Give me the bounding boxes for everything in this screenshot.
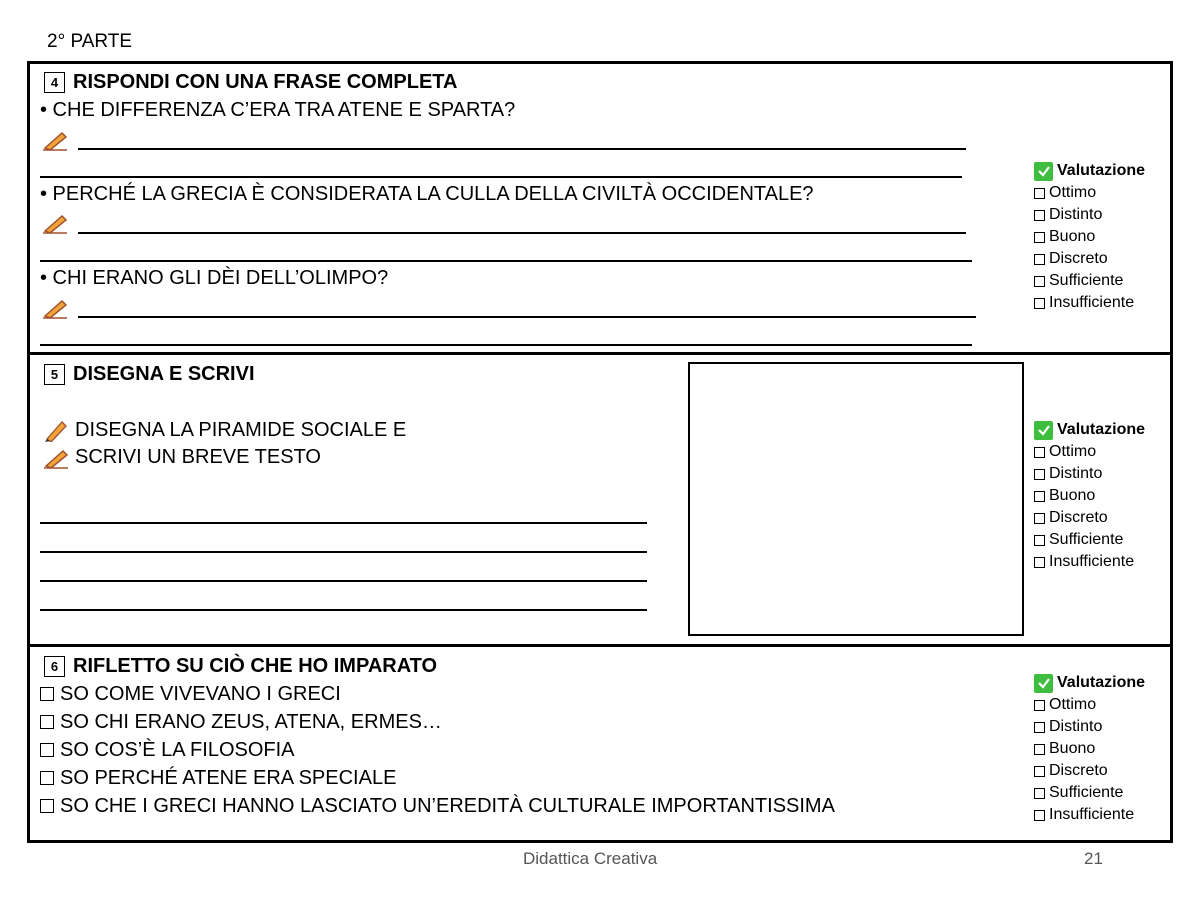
section-divider	[27, 644, 1173, 647]
rubric-option[interactable]	[1034, 760, 1174, 782]
item-label: SO PERCHÉ ATENE ERA SPECIALE	[60, 766, 397, 789]
checkbox[interactable]	[1034, 298, 1045, 309]
rubric-option-label: Discreto	[1049, 250, 1108, 267]
self-assessment-item[interactable]	[40, 708, 835, 736]
writing-line[interactable]	[40, 609, 647, 611]
instruction-text: DISEGNA LA PIRAMIDE SOCIALE E	[75, 418, 407, 441]
self-assessment-item[interactable]	[40, 764, 835, 792]
section-title: RISPONDI CON UNA FRASE COMPLETA	[73, 71, 458, 93]
rubric-option-label: Insufficiente	[1049, 553, 1135, 570]
rubric-option[interactable]	[1034, 694, 1174, 716]
rubric-option-label: Ottimo	[1049, 696, 1097, 713]
section-number: 6	[44, 656, 65, 677]
rubric-option-label: Buono	[1049, 228, 1096, 245]
rubric-option-label: Sufficiente	[1049, 272, 1124, 289]
rubric-header	[1034, 672, 1174, 694]
writing-hand-icon	[42, 212, 68, 234]
answer-line[interactable]	[40, 260, 972, 262]
rubric-header	[1034, 160, 1174, 182]
answer-line[interactable]	[78, 148, 966, 150]
checkbox[interactable]	[1034, 722, 1045, 733]
checkbox[interactable]	[40, 743, 54, 757]
rubric-option[interactable]	[1034, 529, 1174, 551]
part-label: 2° PARTE	[47, 31, 133, 52]
question-1: • CHE DIFFERENZA C’ERA TRA ATENE E SPARTA?	[40, 99, 516, 121]
self-assessment-item[interactable]	[40, 680, 835, 708]
pencil-icon	[43, 418, 69, 442]
answer-line[interactable]	[78, 232, 966, 234]
checkbox[interactable]	[1034, 254, 1045, 265]
checkbox[interactable]	[1034, 810, 1045, 821]
checkbox[interactable]	[1034, 447, 1045, 458]
rubric-option[interactable]	[1034, 738, 1174, 760]
drawing-area[interactable]	[688, 362, 1024, 636]
section-number: 5	[44, 364, 65, 385]
rubric-option[interactable]	[1034, 804, 1174, 826]
rubric-option-label: Discreto	[1049, 509, 1108, 526]
rubric-option[interactable]	[1034, 226, 1174, 248]
writing-line[interactable]	[40, 522, 647, 524]
rubric-option-label: Buono	[1049, 487, 1096, 504]
writing-line[interactable]	[40, 580, 647, 582]
rubric-option[interactable]	[1034, 463, 1174, 485]
writing-hand-icon	[43, 447, 69, 469]
rubric-option-label: Ottimo	[1049, 443, 1097, 460]
evaluation-rubric	[1034, 160, 1174, 314]
question-3: • CHI ERANO GLI DÈI DELL’OLIMPO?	[40, 267, 389, 289]
self-assessment-item[interactable]	[40, 792, 835, 820]
rubric-option-label: Sufficiente	[1049, 531, 1124, 548]
checkbox[interactable]	[40, 687, 54, 701]
footer-brand: Didattica Creativa	[523, 849, 658, 868]
rubric-option[interactable]	[1034, 204, 1174, 226]
checkbox[interactable]	[1034, 557, 1045, 568]
checkbox[interactable]	[1034, 766, 1045, 777]
draw-instruction	[43, 418, 406, 442]
rubric-option[interactable]	[1034, 270, 1174, 292]
rubric-title: Valutazione	[1057, 421, 1146, 438]
rubric-option-label: Insufficiente	[1049, 806, 1135, 823]
rubric-option[interactable]	[1034, 716, 1174, 738]
rubric-option[interactable]	[1034, 485, 1174, 507]
section-title: DISEGNA E SCRIVI	[73, 363, 255, 385]
item-label: SO CHI ERANO ZEUS, ATENA, ERMES…	[60, 710, 442, 733]
instruction-text: SCRIVI UN BREVE TESTO	[75, 446, 321, 468]
checkbox[interactable]	[1034, 744, 1045, 755]
rubric-option-label: Insufficiente	[1049, 294, 1135, 311]
rubric-option-label: Buono	[1049, 740, 1096, 757]
rubric-option-label: Discreto	[1049, 762, 1108, 779]
answer-line[interactable]	[40, 344, 972, 346]
rubric-option-label: Sufficiente	[1049, 784, 1124, 801]
section-5-header	[44, 363, 255, 386]
checkbox[interactable]	[1034, 469, 1045, 480]
checkbox[interactable]	[1034, 535, 1045, 546]
checkbox[interactable]	[1034, 788, 1045, 799]
checkbox[interactable]	[40, 715, 54, 729]
checkbox[interactable]	[1034, 210, 1045, 221]
item-label: SO COME VIVEVANO I GRECI	[60, 682, 341, 705]
check-mark-icon	[1034, 674, 1053, 693]
check-mark-icon	[1034, 162, 1053, 181]
writing-hand-icon	[42, 129, 68, 151]
section-number: 4	[44, 72, 65, 93]
section-title: RIFLETTO SU CIÒ CHE HO IMPARATO	[73, 655, 438, 677]
answer-line[interactable]	[40, 176, 962, 178]
rubric-option-label: Distinto	[1049, 465, 1103, 482]
checkbox[interactable]	[40, 799, 54, 813]
rubric-option[interactable]	[1034, 782, 1174, 804]
item-label: SO CHE I GRECI HANNO LASCIATO UN’EREDITÀ CULTURALE IMPORTANTISSIMA	[60, 794, 835, 817]
rubric-option[interactable]	[1034, 182, 1174, 204]
write-instruction	[43, 446, 321, 469]
checkbox[interactable]	[40, 771, 54, 785]
checkbox[interactable]	[1034, 491, 1045, 502]
checkbox[interactable]	[1034, 276, 1045, 287]
evaluation-rubric	[1034, 672, 1174, 826]
writing-hand-icon	[42, 297, 68, 319]
section-4-header	[44, 71, 457, 94]
rubric-option-label: Ottimo	[1049, 184, 1097, 201]
evaluation-rubric	[1034, 419, 1174, 573]
rubric-option[interactable]	[1034, 292, 1174, 314]
rubric-option-label: Distinto	[1049, 206, 1103, 223]
item-label: SO COS’È LA FILOSOFIA	[60, 738, 295, 761]
self-assessment-item[interactable]	[40, 736, 835, 764]
section-6-header	[44, 655, 437, 678]
check-mark-icon	[1034, 421, 1053, 440]
section-divider	[27, 352, 1173, 355]
rubric-title: Valutazione	[1057, 162, 1146, 179]
checkbox[interactable]	[1034, 513, 1045, 524]
checkbox[interactable]	[1034, 700, 1045, 711]
rubric-option-label: Distinto	[1049, 718, 1103, 735]
writing-line[interactable]	[40, 551, 647, 553]
checkbox[interactable]	[1034, 232, 1045, 243]
question-2: • PERCHÉ LA GRECIA È CONSIDERATA LA CULLA DELLA CIVILTÀ OCCIDENTALE?	[40, 183, 814, 205]
page-number: 21	[1084, 849, 1103, 868]
rubric-option[interactable]	[1034, 507, 1174, 529]
rubric-title: Valutazione	[1057, 674, 1146, 691]
answer-line[interactable]	[78, 316, 976, 318]
self-assessment-list	[40, 680, 835, 820]
rubric-option[interactable]	[1034, 441, 1174, 463]
rubric-header	[1034, 419, 1174, 441]
checkbox[interactable]	[1034, 188, 1045, 199]
rubric-option[interactable]	[1034, 248, 1174, 270]
rubric-option[interactable]	[1034, 551, 1174, 573]
